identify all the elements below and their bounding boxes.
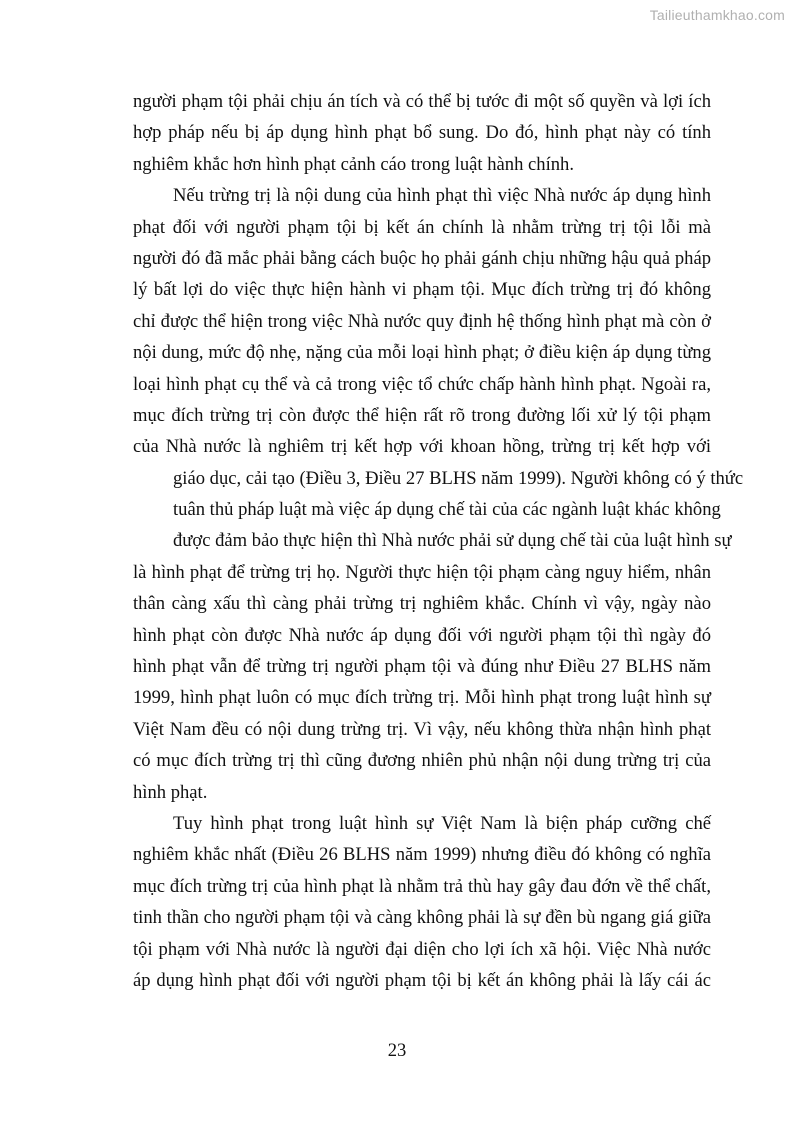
text-line: phạt đối với người phạm tội bị kết án chính là nhằm trừng trị tội lỗi mà: [133, 216, 711, 238]
text-line: chỉ được thể hiện trong việc Nhà nước quy định hệ thống hình phạt mà còn ở: [133, 310, 711, 332]
text-line: thân càng xấu thì càng phải trừng trị nghiêm khắc. Chính vì vậy, ngày nào: [133, 593, 711, 615]
text-line: loại hình phạt cụ thể và cả trong việc tổ chức chấp hành hình phạt. Ngoài ra,: [133, 373, 711, 395]
text-line: được đảm bảo thực hiện thì Nhà nước phải sử dụng chế tài của luật hình sự: [173, 530, 732, 552]
text-line: Việt Nam đều có nội dung trừng trị. Vì vậy, nếu không thừa nhận hình phạt: [133, 718, 711, 740]
page-number: 23: [387, 1040, 407, 1061]
text-line: Tuy hình phạt trong luật hình sự Việt Nam là biện pháp cưỡng chế: [173, 812, 711, 834]
text-line: mục đích trừng trị còn được thể hiện rất rõ trong đường lối xử lý tội phạm: [133, 404, 711, 426]
watermark-text: Tailieuthamkhao.com: [649, 7, 785, 23]
text-line: là hình phạt để trừng trị họ. Người thực hiện tội phạm càng nguy hiểm, nhân: [133, 561, 711, 583]
text-line: người phạm tội phải chịu án tích và có thể bị tước đi một số quyền và lợi ích: [133, 91, 711, 112]
body-text: [133, 86, 744, 996]
text-line: tinh thần cho người phạm tội và càng không phải là sự đền bù ngang giá giữa: [133, 907, 711, 929]
text-line: áp dụng hình phạt đối với người phạm tội bị kết án không phải là lấy cái ác: [133, 969, 711, 991]
text-line: hình phạt vẫn để trừng trị người phạm tội và đúng như Điều 27 BLHS năm: [133, 656, 711, 678]
text-line: hình phạt.: [133, 781, 208, 803]
text-line: tuân thủ pháp luật mà việc áp dụng chế tài của các ngành luật khác không: [173, 499, 721, 521]
text-line: nghiêm khắc hơn hình phạt cảnh cáo trong luật hành chính.: [133, 153, 574, 175]
text-line: hình phạt còn được Nhà nước áp dụng đối với người phạm tội thì ngày đó: [133, 624, 711, 646]
text-line: nội dung, mức độ nhẹ, nặng của mỗi loại hình phạt; ở điều kiện áp dụng từng: [133, 342, 711, 364]
text-line: có mục đích trừng trị thì cũng đương nhiên phủ nhận nội dung trừng trị của: [133, 750, 711, 772]
text-line: tội phạm với Nhà nước là người đại diện cho lợi ích xã hội. Việc Nhà nước: [133, 938, 711, 960]
text-line: mục đích trừng trị của hình phạt là nhằm trả thù hay gây đau đớn về thể chất,: [133, 875, 711, 897]
text-line: lý bất lợi do việc thực hiện hành vi phạm tội. Mục đích trừng trị đó không: [133, 279, 711, 301]
text-line: 1999, hình phạt luôn có mục đích trừng trị. Mỗi hình phạt trong luật hình sự: [133, 687, 711, 709]
text-line: người đó đã mắc phải bằng cách buộc họ phải gánh chịu những hậu quả pháp: [133, 247, 711, 269]
text-line: Nếu trừng trị là nội dung của hình phạt thì việc Nhà nước áp dụng hình: [173, 185, 711, 207]
text-line: của Nhà nước là nghiêm trị kết hợp với khoan hồng, trừng trị kết hợp với: [133, 436, 711, 458]
text-line: nghiêm khắc nhất (Điều 26 BLHS năm 1999) nhưng điều đó không có nghĩa: [133, 844, 711, 866]
text-line: hợp pháp nếu bị áp dụng hình phạt bổ sung. Do đó, hình phạt này có tính: [133, 122, 711, 144]
text-line: giáo dục, cải tạo (Điều 3, Điều 27 BLHS năm 1999). Người không có ý thức: [173, 467, 744, 489]
